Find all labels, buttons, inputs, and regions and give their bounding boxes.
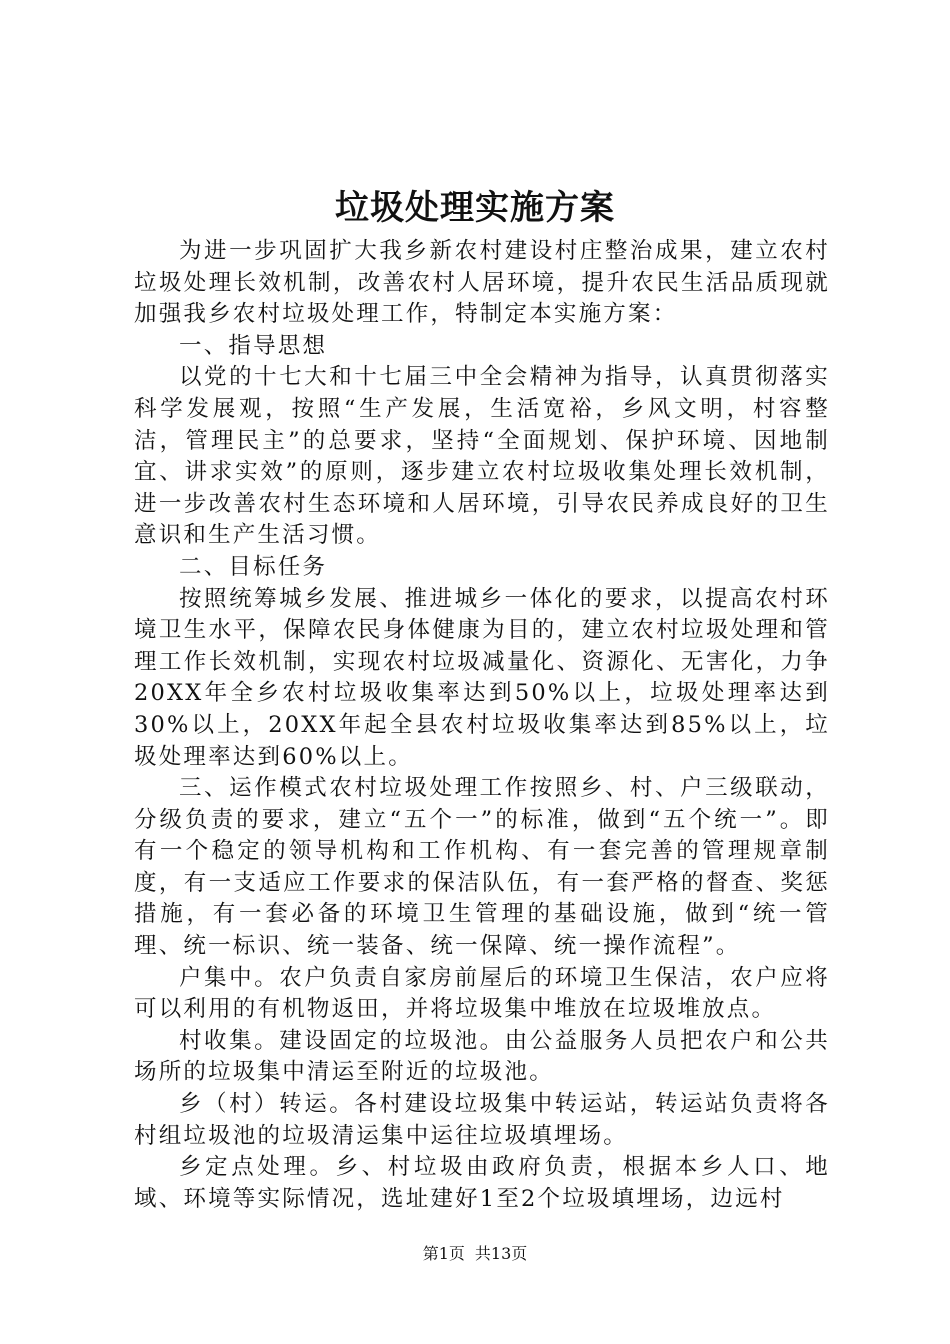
section-heading-guiding-ideology: 一、指导思想 bbox=[179, 332, 328, 359]
paragraph-guiding-ideology: 以党的十七大和十七届三中全会精神为指导，认真贯彻落实科学发展观，按照“生产发展，生活宽裕，乡风文明，村容整洁，管理民主”的总要求，坚持“全面规划、保护环境、因地制宜、讲求实效”的原则，逐步建立农村垃圾收集处理长效机制，进一步改善农村生态环境和人居环境，引导农民养成良好的卫生意识和生产生活习惯。 bbox=[134, 364, 830, 549]
document-body bbox=[134, 236, 830, 1215]
paragraph-objectives: 按照统筹城乡发展、推进城乡一体化的要求，以提高农村环境卫生水平，保障农民身体健康为目的，建立农村垃圾处理和管理工作长效机制，实现农村垃圾减量化、资源化、无害化，力争20XX年全乡农村垃圾收集率达到50%以上，垃圾处理率达到30%以上，20XX年起全县农村垃圾收集率达到85%以上，垃圾处理率达到60%以上。 bbox=[134, 585, 830, 770]
paragraph-township-disposal: 乡定点处理。乡、村垃圾由政府负责，根据本乡人口、地域、环境等实际情况，选址建好1至2个垃圾填埋场，边远村 bbox=[134, 1154, 830, 1212]
section-heading-objectives: 二、目标任务 bbox=[179, 553, 328, 580]
paragraph-intro: 为进一步巩固扩大我乡新农村建设村庄整治成果，建立农村垃圾处理长效机制，改善农村人居环境，提升农民生活品质现就加强我乡农村垃圾处理工作，特制定本实施方案： bbox=[134, 238, 830, 328]
page-number: 第1页 bbox=[422, 1244, 465, 1263]
paragraph-operation-mode: 三、运作模式农村垃圾处理工作按照乡、村、户三级联动，分级负责的要求，建立“五个一”的标准，做到“五个统一”。即有一个稳定的领导机构和工作机构、有一套完善的管理规章制度，有一支适应工作要求的保洁队伍，有一套严格的督查、奖惩措施，有一套必备的环境卫生管理的基础设施，做到“统一管理、统一标识、统一装备、统一保障、统一操作流程”。 bbox=[134, 775, 830, 960]
page-total: 共13页 bbox=[474, 1244, 528, 1263]
page-footer bbox=[0, 1243, 950, 1265]
paragraph-household-collection: 户集中。农户负责自家房前屋后的环境卫生保洁，农户应将可以利用的有机物返田，并将垃圾集中堆放在垃圾堆放点。 bbox=[134, 964, 830, 1023]
paragraph-township-transfer: 乡（村）转运。各村建设垃圾集中转运站，转运站负责将各村组垃圾池的垃圾清运集中运往垃圾填埋场。 bbox=[134, 1091, 830, 1149]
paragraph-village-collection: 村收集。建设固定的垃圾池。由公益服务人员把农户和公共场所的垃圾集中清运至附近的垃圾池。 bbox=[134, 1027, 830, 1086]
document-title: 垃圾处理实施方案 bbox=[335, 188, 615, 228]
